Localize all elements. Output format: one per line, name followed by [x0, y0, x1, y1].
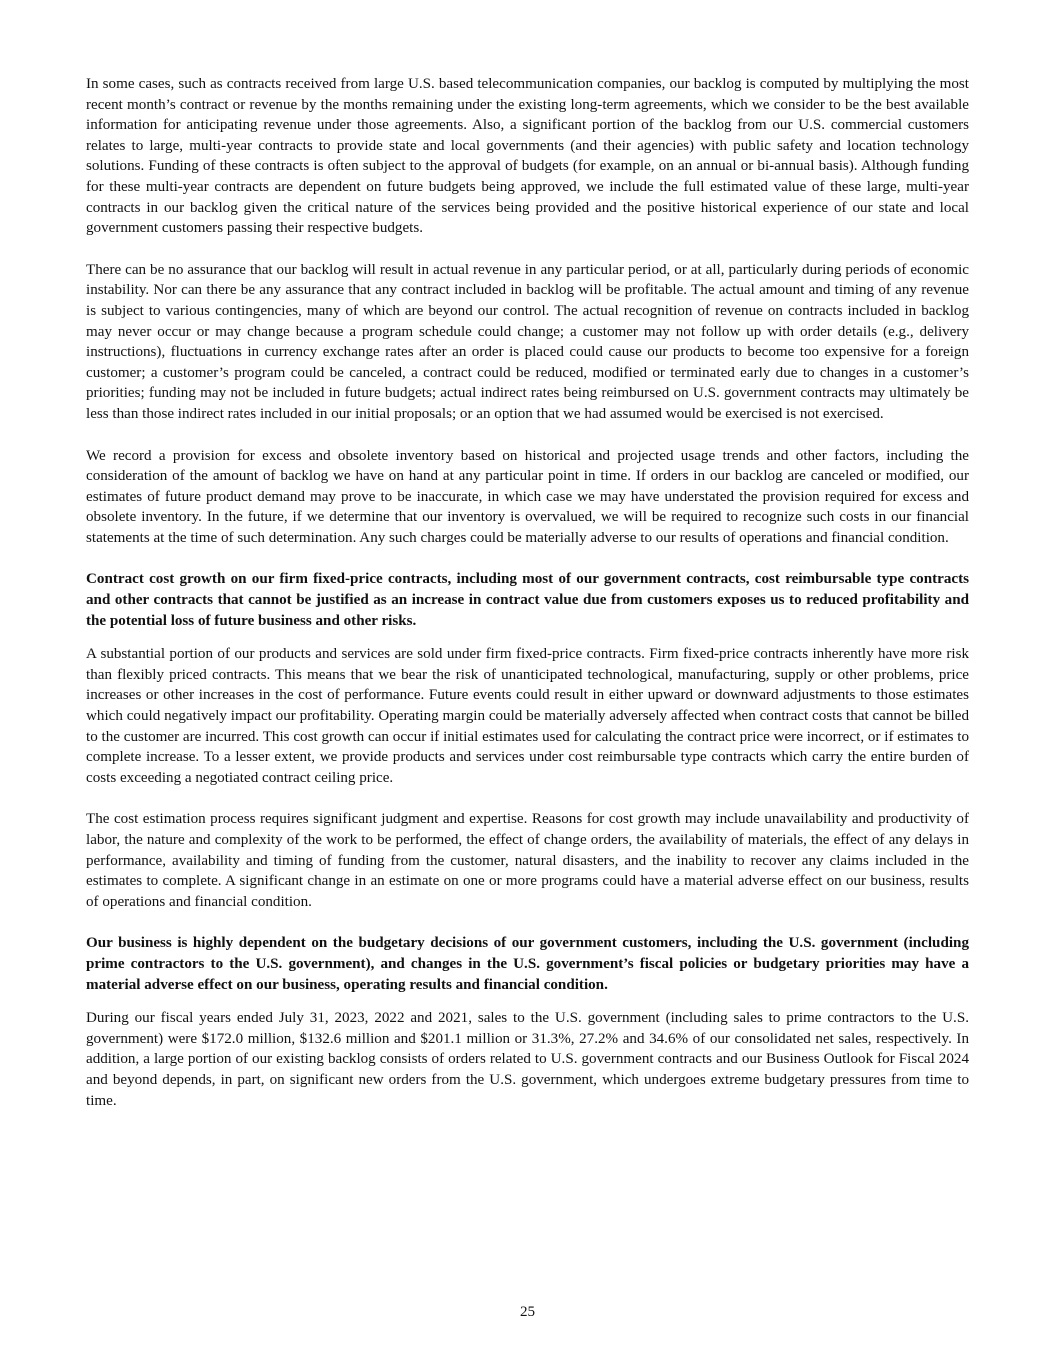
- paragraph-cost-estimation: The cost estimation process requires significant judgment and expertise. Reasons for cost growth may include unavailability and productivity of labor, the nature and complexity of the work to be performed, the effect of change orders, the availability of materials, the effect of any delays in performance, availability and timing of funding from the customer, natural disasters, and the inability to recover any claims included in the estimates to complete. A significant change in an estimate on one or more programs could have a material adverse effect on our business, results of operations and financial condition.: [86, 811, 969, 910]
- paragraph-us-government-sales: During our fiscal years ended July 31, 2023, 2022 and 2021, sales to the U.S. government (including sales to prime contractors to the U.S. government) were $172.0 million, $132.6 million and $201.1 million or 31.3%, 27.2% and 34.6% of our consolidated net sales, respectively. In addition, a large portion of our existing backlog consists of orders related to U.S. government contracts and our Business Outlook for Fiscal 2024 and beyond depends, in part, on significant new orders from the U.S. government, which undergoes extreme budgetary pressures from time to time.: [86, 1010, 969, 1109]
- page-number: 25: [519, 1304, 536, 1320]
- paragraph-backlog-computation: In some cases, such as contracts received from large U.S. based telecommunication companies, our backlog is computed by multiplying the most recent month’s contract or revenue by the months remaining under the existing long-term agreements, which we consider to be the best available information for anticipating revenue under those agreements. Also, a significant portion of the backlog from our U.S. commercial customers relates to large, multi-year contracts to provide state and local governments (and their agencies) with public safety and location technology solutions. Funding of these contracts is often subject to the approval of budgets (for example, on an annual or bi-annual basis). Although funding for these multi-year contracts are dependent on future budgets being approved, we include the full estimated value of these large, multi-year contracts in our backlog given the critical nature of the services being provided and the positive historical experience of our state and local government customers passing their respective budgets.: [86, 76, 969, 237]
- paragraph-backlog-assurance: There can be no assurance that our backlog will result in actual revenue in any particular period, or at all, particularly during periods of economic instability. Nor can there be any assurance that any contract included in backlog will be profitable. The actual amount and timing of any revenue is subject to various contingencies, many of which are beyond our control. The actual recognition of revenue on contracts included in backlog may never occur or may change because a program schedule could change; a customer may not follow up with order details (e.g., delivery instructions), fluctuations in currency exchange rates after an order is placed could cause our products to become too expensive for a foreign customer; a customer’s program could be canceled, a contract could be reduced, modified or terminated early due to changes in a customer’s priorities; funding may not be included in future budgets; actual indirect rates being reimbursed on U.S. government contracts may ultimately be less than those indirect rates included in our initial proposals; or an option that we had assumed would be exercised is not exercised.: [86, 261, 969, 422]
- document-page: [86, 74, 969, 1111]
- paragraph-fixed-price-contracts: A substantial portion of our products and services are sold under firm fixed-price contracts. Firm fixed-price contracts inherently have more risk than flexibly priced contracts. This means that we bear the risk of unanticipated technological, manufacturing, supply or other problems, price increases or other increases in the cost of performance. Future events could result in either upward or downward adjustments to those estimates which could negatively impact our profitability. Operating margin could be materially adversely affected when contract costs that cannot be billed to the customer are incurred. This cost growth can occur if initial estimates used for calculating the contract price were incorrect, or if estimates to complete increase. To a lesser extent, we provide products and services under cost reimbursable type contracts which carry the entire burden of costs exceeding a negotiated contract ceiling price.: [86, 646, 969, 786]
- heading-budgetary-decisions: Our business is highly dependent on the budgetary decisions of our government customers, including the U.S. government (including prime contractors to the U.S. government), and changes in the U.S. government’s fiscal policies or budgetary priorities may have a material adverse effect on our business, operating results and financial condition.: [86, 935, 969, 993]
- paragraph-inventory-provision: We record a provision for excess and obsolete inventory based on historical and projected usage trends and other factors, including the consideration of the amount of backlog we have on hand at any particular point in time. If orders in our backlog are canceled or modified, our estimates of future product demand may prove to be inaccurate, in which case we may have understated the provision required for excess and obsolete inventory. In the future, if we determine that our inventory is overvalued, we will be required to recognize such costs in our financial statements at the time of such determination. Any such charges could be materially adverse to our results of operations and financial condition.: [86, 447, 969, 546]
- heading-contract-cost-growth: Contract cost growth on our firm fixed-price contracts, including most of our government contracts, cost reimbursable type contracts and other contracts that cannot be justified as an increase in contract value due from customers exposes us to reduced profitability and the potential loss of future business and other risks.: [86, 571, 969, 629]
